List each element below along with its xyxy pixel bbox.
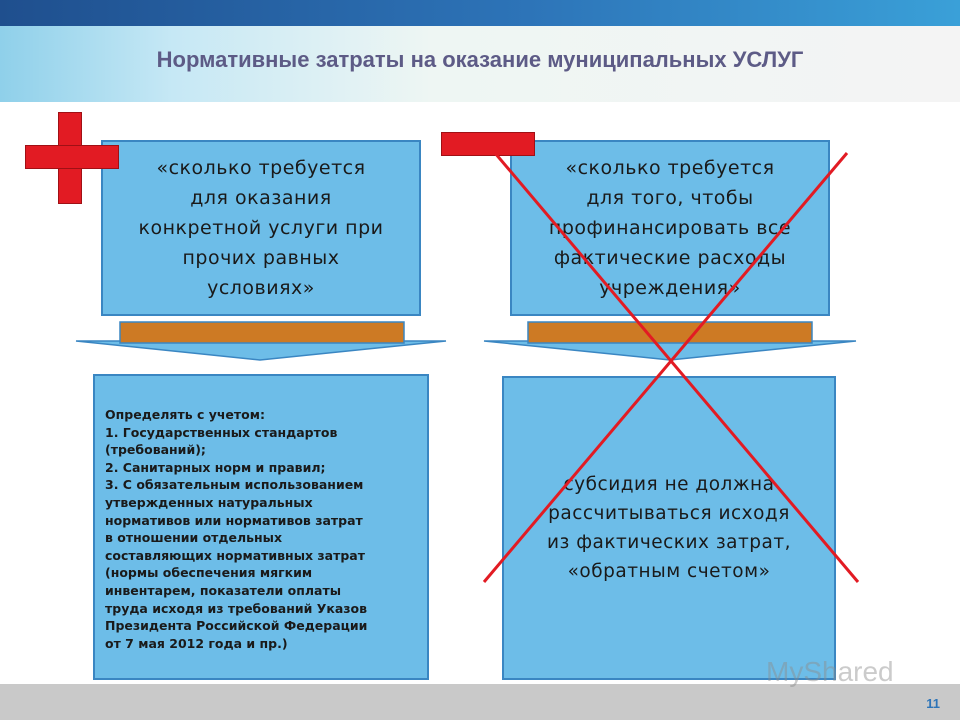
right-bottom-text: субсидия не должна рассчитываться исходя из фактических затрат, «обратным счетом» [546,474,792,582]
right-top-text: «сколько требуется для того, чтобы профинансировать все фактические расходы учреждения» [548,157,792,299]
page-number: 11 [926,696,940,711]
page-title: Нормативные затраты на оказание муниципальных УСЛУГ [156,47,804,72]
watermark-logo: MyShared [766,656,894,687]
left-bottom-text: Определять с учетом: 1. Государственных стандартов (требований); 2. Санитарных норм и правил; 3. С обязательным использованием утвержденных натуральных нормативов или нормативов затрат в отношении отдельных составляющих нормативных затрат (нормы обеспечения мягким инвентарем, показатели оплаты труда исходя из требований Указов Президента Российской Федерации от 7 мая 2012 года и пр.) [105,407,368,651]
left-top-text: «сколько требуется для оказания конкретной услуги при прочих равных условиях» [138,157,384,299]
footer-bar [0,684,960,720]
cross-line-2 [484,153,847,582]
cross-line-1 [495,153,858,582]
